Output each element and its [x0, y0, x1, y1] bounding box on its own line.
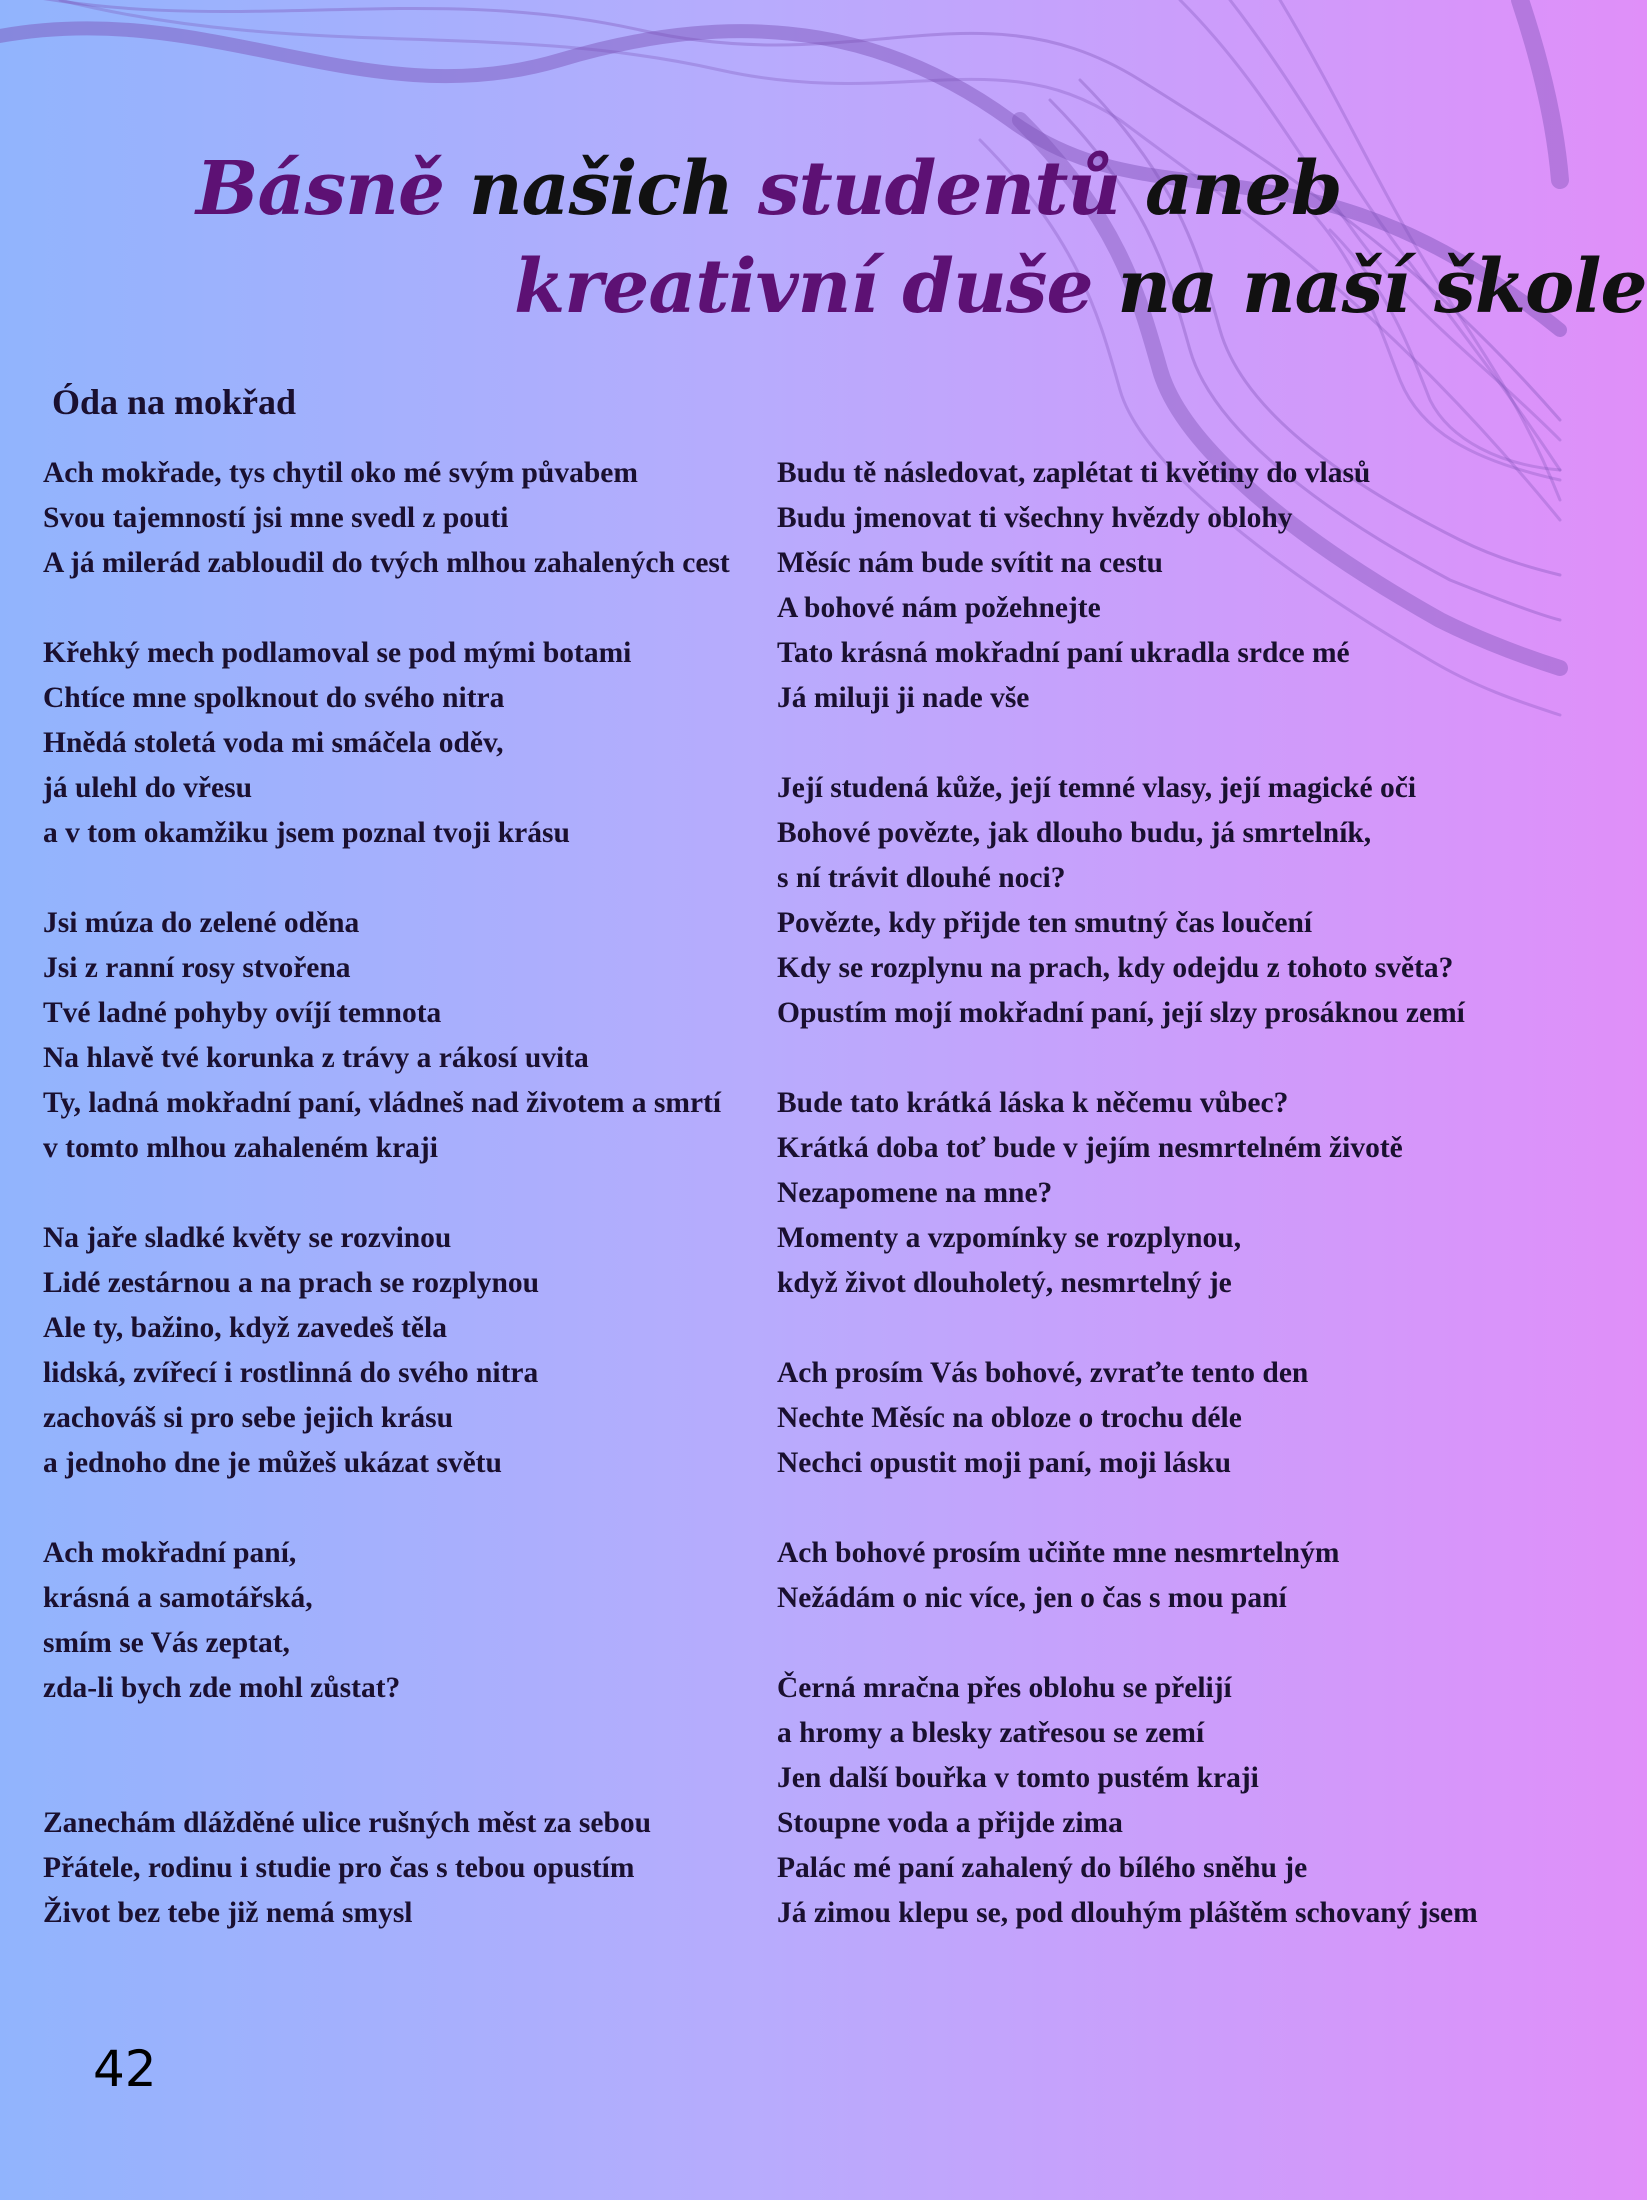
poem-line: Stoupne voda a přijde zima	[777, 1807, 1123, 1839]
poem-line: já ulehl do vřesu	[43, 772, 252, 804]
poem-line: Její studená kůže, její temné vlasy, její magické oči	[777, 772, 1417, 804]
poem-line: Bohové povězte, jak dlouho budu, já smrtelník,	[777, 817, 1372, 849]
stanza-break	[777, 1306, 1478, 1351]
poem-line: Palác mé paní zahalený do bílého sněhu je	[777, 1852, 1308, 1884]
heading-script-part: studentů	[757, 146, 1145, 232]
poem-line: Černá mračna přes oblohu se přelijí	[777, 1672, 1232, 1704]
poem-line: Kdy se rozplynu na prach, kdy odejdu z tohoto světa?	[777, 952, 1454, 984]
poem-line: krásná a samotářská,	[43, 1582, 313, 1614]
poem-line: Momenty a vzpomínky se rozplynou,	[777, 1222, 1242, 1254]
poem-line: Na jaře sladké květy se rozvinou	[43, 1222, 452, 1254]
poem-line: Chtíce mne spolknout do svého nitra	[43, 682, 505, 714]
stanza-break	[777, 1486, 1478, 1531]
stanza-break	[43, 1711, 730, 1801]
poem-line: Krátká doba toť bude v jejím nesmrtelném životě	[777, 1132, 1403, 1164]
stanza-break	[777, 721, 1478, 766]
poem-line: Ach bohové prosím učiňte mne nesmrtelným	[777, 1537, 1340, 1569]
poem-line: v tomto mlhou zahaleném kraji	[43, 1132, 438, 1164]
stanza-break	[43, 856, 730, 901]
poem-line: Jen další bouřka v tomto pustém kraji	[777, 1762, 1259, 1794]
poem-line: Ach mokřade, tys chytil oko mé svým půvabem	[43, 457, 638, 489]
poem-line: Budu tě následovat, zaplétat ti květiny do vlasů	[777, 457, 1371, 489]
poem-line: Lidé zestárnou a na prach se rozplynou	[43, 1267, 540, 1299]
page-heading-line-1	[196, 146, 1342, 232]
poem-line: Nechci opustit moji paní, moji lásku	[777, 1447, 1232, 1479]
poem-line: Budu jmenovat ti všechny hvězdy oblohy	[777, 502, 1293, 534]
poem-line: A já milerád zabloudil do tvých mlhou zahalených cest	[43, 547, 730, 579]
poem-line: s ní trávit dlouhé noci?	[777, 862, 1066, 894]
poem-line: Zanechám dlážděné ulice rušných měst za sebou	[43, 1807, 652, 1839]
stanza-break	[43, 586, 730, 631]
stanza-break	[43, 1171, 730, 1216]
poem-line: Křehký mech podlamoval se pod mými botami	[43, 637, 632, 669]
poem-line: zachováš si pro sebe jejich krásu	[43, 1402, 453, 1434]
poem-line: Já zimou klepu se, pod dlouhým pláštěm schovaný jsem	[777, 1897, 1478, 1929]
poem-line: Měsíc nám bude svítit na cestu	[777, 547, 1163, 579]
poem-line: Život bez tebe již nemá smysl	[43, 1897, 413, 1929]
poem-line: Jsi múza do zelené oděna	[43, 907, 360, 939]
page-heading-line-2	[514, 244, 1647, 330]
poem-line: Jsi z ranní rosy stvořena	[43, 952, 351, 984]
poem-line: Nezapomene na mne?	[777, 1177, 1053, 1209]
heading-plain-part: na naší škole	[1117, 244, 1647, 330]
poem-line: Tato krásná mokřadní paní ukradla srdce mé	[777, 637, 1350, 669]
poem-line: Hnědá stoletá voda mi smáčela oděv,	[43, 727, 504, 759]
poem-line: Nechte Měsíc na obloze o trochu déle	[777, 1402, 1242, 1434]
poem-line: Přátele, rodinu i studie pro čas s tebou opustím	[43, 1852, 635, 1884]
poem-left-column	[43, 451, 730, 1936]
poem-line: Ty, ladná mokřadní paní, vládneš nad životem a smrtí	[43, 1087, 722, 1119]
poem-line: Bude tato krátká láska k něčemu vůbec?	[777, 1087, 1289, 1119]
stanza-break	[777, 1036, 1478, 1081]
poem-line: smím se Vás zeptat,	[43, 1627, 290, 1659]
stanza-break	[777, 1621, 1478, 1666]
poem-line: A bohové nám požehnejte	[777, 592, 1101, 624]
poem-line: Opustím mojí mokřadní paní, její slzy prosáknou zemí	[777, 997, 1465, 1029]
heading-plain-part: našich	[468, 146, 758, 232]
heading-script-part: kreativní duše	[514, 244, 1118, 330]
heading-script-part: Básně	[196, 146, 469, 232]
poem-line: Povězte, kdy přijde ten smutný čas loučení	[777, 907, 1313, 939]
poem-line: Ach mokřadní paní,	[43, 1537, 297, 1569]
page-number: 42	[93, 2040, 157, 2098]
poem-line: Ale ty, bažino, když zavedeš těla	[43, 1312, 447, 1344]
poem-line: když život dlouholetý, nesmrtelný je	[777, 1267, 1232, 1299]
poem-line: Já miluji ji nade vše	[777, 682, 1030, 714]
poem-line: zda-li bych zde mohl zůstat?	[43, 1672, 401, 1704]
poem-title: Óda na mokřad	[52, 382, 297, 422]
poem-line: Svou tajemností jsi mne svedl z pouti	[43, 502, 509, 534]
poem-line: Ach prosím Vás bohové, zvraťte tento den	[777, 1357, 1309, 1389]
poem-line: a v tom okamžiku jsem poznal tvoji krásu	[43, 817, 570, 849]
poem-line: Nežádám o nic více, jen o čas s mou paní	[777, 1582, 1287, 1614]
poem-line: lidská, zvířecí i rostlinná do svého nitra	[43, 1357, 539, 1389]
poem-line: Na hlavě tvé korunka z trávy a rákosí uvita	[43, 1042, 589, 1074]
poem-line: a hromy a blesky zatřesou se zemí	[777, 1717, 1205, 1749]
poem-line: a jednoho dne je můžeš ukázat světu	[43, 1447, 502, 1479]
stanza-break	[43, 1486, 730, 1531]
poem-line: Tvé ladné pohyby ovíjí temnota	[43, 997, 442, 1029]
poem-right-column	[777, 451, 1478, 1936]
heading-plain-part: aneb	[1144, 146, 1342, 232]
